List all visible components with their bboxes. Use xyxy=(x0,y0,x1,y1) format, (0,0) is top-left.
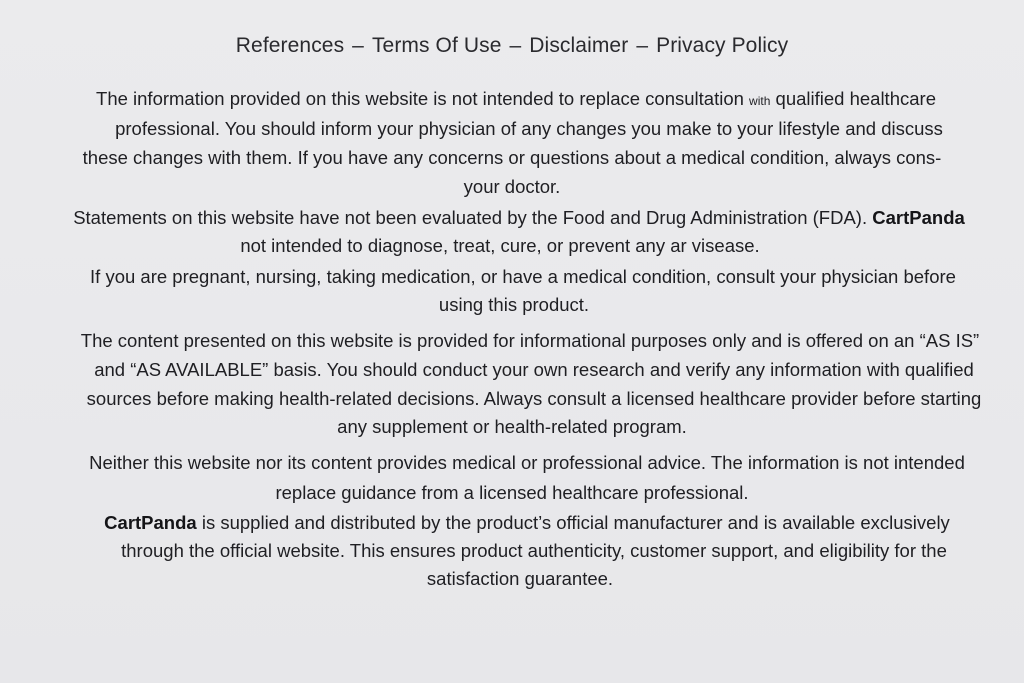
disclaimer-text: is supplied and distributed by the product’s official manufacturer and is available exclusively xyxy=(196,512,950,533)
disclaimer-line: replace guidance from a licensed healthcare professional. xyxy=(275,482,749,503)
disclaimer-line: Neither this website nor its content provides medical or professional advice. The information is not intended xyxy=(89,452,965,473)
disclaimer-line: using this product. xyxy=(438,294,590,315)
disclaimer-line: sources before making health-related decisions. Always consult a licensed healthcare provider before starting xyxy=(86,388,982,409)
disclaimer-line xyxy=(7,206,1024,230)
link-separator: – xyxy=(352,34,364,57)
disclaimer-line: If you are pregnant, nursing, taking medication, or have a medical condition, consult your physician before xyxy=(90,266,956,287)
terms-of-use-link[interactable]: Terms Of Use xyxy=(371,34,502,57)
disclaimer-text: with xyxy=(749,94,771,108)
disclaimer-line: through the official website. This ensures product authenticity, customer support, and eligibility for the xyxy=(121,540,947,561)
disclaimer-link[interactable]: Disclaimer xyxy=(529,34,629,57)
brand-name: CartPanda xyxy=(872,207,965,228)
disclaimer-line: The content presented on this website is provided for informational purposes only and is offered on an “AS IS” xyxy=(80,330,980,351)
disclaimer-line: satisfaction guarantee. xyxy=(426,568,614,589)
disclaimer-text: Statements on this website have not been evaluated by the Food and Drug Administration (FDA). xyxy=(73,207,873,228)
disclaimer-line: these changes with them. If you have any concerns or questions about a medical condition, always cons- xyxy=(82,147,942,168)
disclaimer-line: any supplement or health-related program. xyxy=(337,416,687,437)
footer-links xyxy=(0,34,1024,58)
disclaimer-line xyxy=(4,87,1024,113)
brand-name: CartPanda xyxy=(104,512,197,533)
disclaimer-text: The information provided on this website is not intended to replace consultation xyxy=(96,88,750,109)
disclaimer-line: professional. You should inform your physician of any changes you make to your lifestyle and discuss xyxy=(115,118,943,139)
disclaimer-line xyxy=(15,511,1024,535)
disclaimer-line: your doctor. xyxy=(463,176,561,197)
privacy-policy-link[interactable]: Privacy Policy xyxy=(656,34,789,57)
link-separator: – xyxy=(509,34,522,57)
references-link[interactable]: References xyxy=(235,34,345,57)
disclaimer-text: qualified healthcare xyxy=(770,88,936,109)
link-separator: – xyxy=(636,34,649,57)
disclaimer-line: not intended to diagnose, treat, cure, or prevent any ar visease. xyxy=(240,235,760,256)
disclaimer-line: and “AS AVAILABLE” basis. You should conduct your own research and verify any information with qualified xyxy=(94,359,974,380)
